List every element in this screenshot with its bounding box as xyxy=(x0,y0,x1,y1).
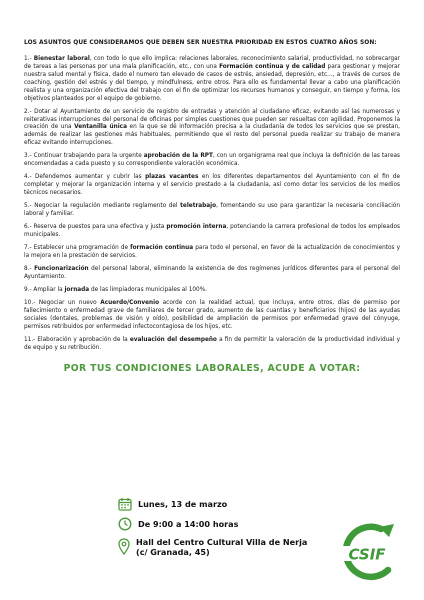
priority-text: , fomentando su uso para garantizar la necesaria conciliación laboral y familiar. xyxy=(24,203,400,217)
priority-highlight: Funcionarización xyxy=(34,266,89,273)
priority-text: Negociar la regulación mediante reglamento del xyxy=(31,203,181,210)
priority-text: , con todo lo que ello implica: relaciones laborales, reconocimiento salarial, productividad, no sobrecargar de tareas a las personas por una mala planificación, etc., con una xyxy=(24,56,400,71)
priority-text: del personal laboral, eliminando la existencia de dos regímenes jurídicos diferentes para el personal del Ayuntamiento. xyxy=(24,266,401,280)
priority-text: Reserva de puestos para una efectiva y justa xyxy=(31,224,167,231)
priority-item xyxy=(24,56,400,103)
clock-icon xyxy=(118,517,132,531)
calendar-icon xyxy=(118,497,132,511)
voting-place xyxy=(136,537,307,557)
priority-text: Negociar un nuevo xyxy=(35,300,101,307)
priority-number: 8.- xyxy=(24,266,32,273)
voting-date-row xyxy=(118,497,338,511)
priority-text: , con un organigrama real que incluya la definición de las tareas encomendadas a cada puesto y su correspondiente valoración económica. xyxy=(24,153,401,168)
voting-place-line1: Hall del Centro Cultural Villa de Nerja xyxy=(136,537,308,547)
priority-number: 3.- xyxy=(24,153,32,160)
priority-text: , potenciando la carrera profesional de todos los empleados municipales. xyxy=(24,224,400,238)
priority-text: Defendemos aumentar y cubrir las xyxy=(31,174,146,181)
priority-item xyxy=(24,224,400,240)
priority-item xyxy=(24,287,400,295)
priority-highlight: Ventanilla única xyxy=(74,124,127,131)
priority-text: Elaboración y aprobación de la xyxy=(35,336,130,343)
voting-place-row xyxy=(118,537,338,557)
priority-highlight: aprobación de la RPT xyxy=(143,153,213,160)
vote-callout: POR TUS CONDICIONES LABORALES, ACUDE A VOTAR: xyxy=(63,362,361,374)
priority-number: 1.- xyxy=(24,56,32,63)
priority-highlight: Bienestar laboral xyxy=(33,56,90,63)
priority-text: Continuar trabajando para la urgente xyxy=(31,153,144,160)
priority-highlight: jornada xyxy=(64,287,90,293)
priority-text: de las limpiadoras municipales al 100%. xyxy=(89,287,207,293)
priority-item xyxy=(24,337,400,353)
priority-text: Ampliar la xyxy=(31,287,65,293)
priority-list xyxy=(24,56,400,352)
priority-item xyxy=(24,109,400,148)
priority-text: para todo el personal, en favor de la actualización de conocimientos y la mejora en la prestación de servicios. xyxy=(24,245,401,259)
priority-highlight: formación continua xyxy=(130,245,194,252)
priority-text: para gestionar y mejorar nuestra salud mental y física, dado el numero tan elevado de casos de estrés, ansiedad, depresión, etc…, a través de cursos de coaching, gestión del estrés y del tiempo, y mindfulness, entre otros. Para ello es fundamental llevar a cabo una planificación realista y una organización efectiva del trabajo con el fin de optimizar los recursos humanos y conseguir, en tiempo y forma, los objetivos planteados por el equipo de gobierno. xyxy=(24,64,400,102)
location-pin-icon xyxy=(118,538,130,555)
priority-number: 2.- xyxy=(24,108,32,115)
priority-item xyxy=(24,153,400,169)
priority-text: a fin de permitir la valoración de la productividad individual y de equipo y su retribución. xyxy=(24,336,400,351)
priority-item xyxy=(24,203,400,219)
priority-item xyxy=(24,266,400,282)
priority-highlight: plazas vacantes xyxy=(145,174,199,181)
priority-highlight: Formación continua y de calidad xyxy=(219,64,326,71)
priority-item xyxy=(24,174,400,198)
priority-number: 5.- xyxy=(24,203,32,210)
priority-text: en los diferentes departamentos del Ayuntamiento con el fin de completar y mejorar la organización interna y el servicio prestado a la ciudadanía, así como dotar los servicios de los medios técnicos necesarios. xyxy=(24,174,400,196)
priority-highlight: teletrabajo xyxy=(180,203,217,210)
priority-highlight: Acuerdo/Convenio xyxy=(100,300,160,307)
csif-logo xyxy=(334,520,400,586)
priority-text: Establecer una programación de xyxy=(31,245,131,252)
voting-time: De 9:00 a 14:00 horas xyxy=(138,519,239,529)
priority-highlight: evaluación del desempeño xyxy=(129,336,217,343)
priority-text: en la que se dé información precisa a la ciudadanía de todos los servicios que se prestan, además de realizar las gestiones más habituales, permitiendo que el resto del personal pueda realizar su trabajo de manera eficaz evitando interrupciones. xyxy=(24,124,400,147)
voting-place-line2: (c/ Granada, 45) xyxy=(136,547,210,557)
voting-time-row xyxy=(118,517,338,531)
priority-text: acorde con la realidad actual, que incluya, entre otros, días de permiso por fallecimiento o enfermedad grave de familiares de tercer grado, aumento de las cuantías y beneficiarios (hijos) de las ayudas sociales (dentales, problemas de visión y oído), posibilidad de ampliación de permisos por enfermedad grave del cónyuge, permisos retribuidos por enfermedad infectocontagiosa de los hijos, etc. xyxy=(24,300,401,330)
voting-info xyxy=(118,497,338,563)
priority-number: 4.- xyxy=(24,174,32,181)
priority-text: Dotar al Ayuntamiento de un servicio de registro de entradas y atención al ciudadano eficaz, evitando así las numerosas y reiterativas interrupciones del personal de oficinas por simples cuestiones que pueden ser resueltas con agilidad. Proponemos la creación de una xyxy=(24,108,400,131)
document-heading: LOS ASUNTOS QUE CONSIDERAMOS QUE DEBEN SER NUESTRA PRIORIDAD EN ESTOS CUATRO AÑOS SON: xyxy=(24,40,377,46)
priority-number: 11.- xyxy=(24,336,36,343)
voting-date: Lunes, 13 de marzo xyxy=(138,499,228,509)
priority-number: 7.- xyxy=(24,245,32,252)
priority-number: 10.- xyxy=(24,300,36,307)
priority-number: 6.- xyxy=(24,224,32,231)
csif-logo-text: CSIF xyxy=(348,545,386,564)
priority-highlight: promoción interna xyxy=(166,224,227,231)
priority-item xyxy=(24,300,400,331)
priority-item xyxy=(24,245,400,261)
priority-number: 9.- xyxy=(24,287,32,293)
